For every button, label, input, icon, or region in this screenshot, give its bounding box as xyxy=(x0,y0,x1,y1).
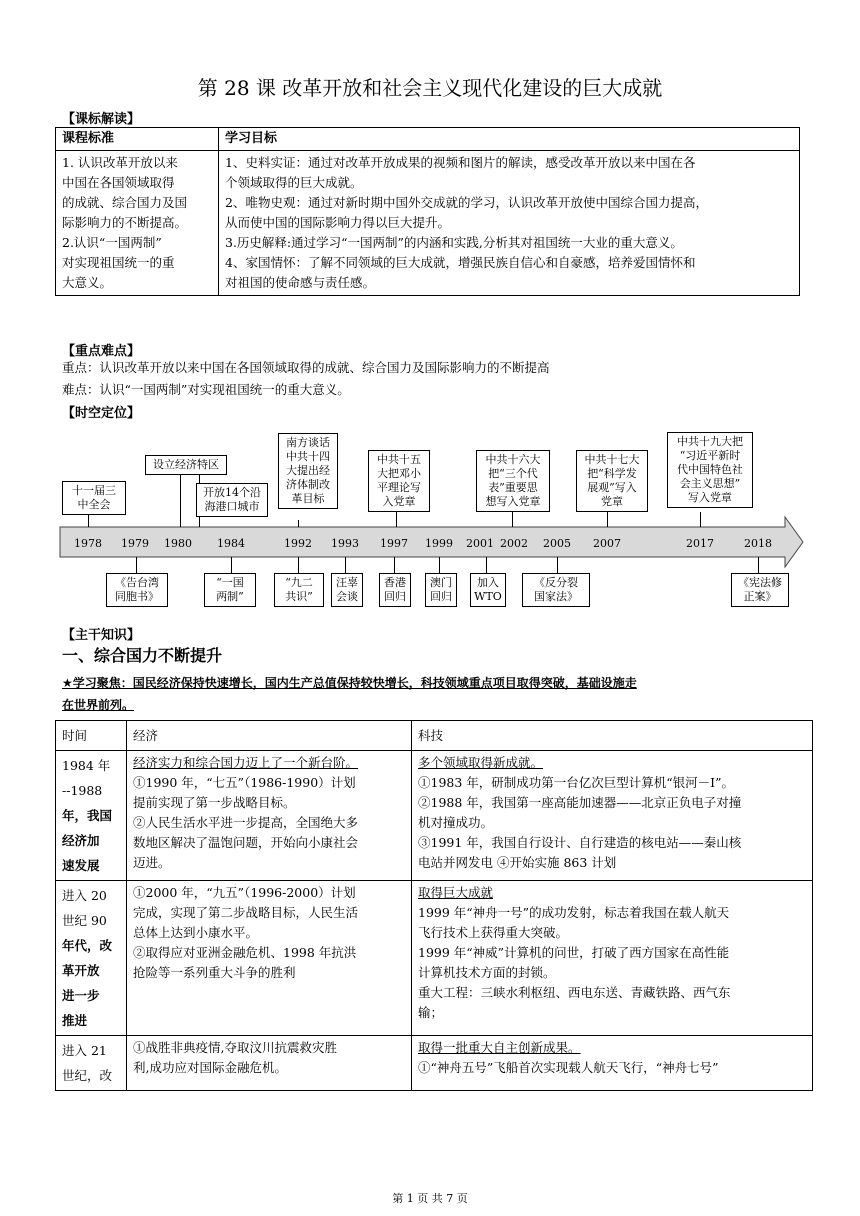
section-main: 【主干知识】 xyxy=(62,628,141,643)
tick xyxy=(231,557,232,573)
event-text: 南方谈话 xyxy=(286,436,330,449)
event-box xyxy=(425,573,457,607)
text-line: 取得巨大成就 xyxy=(418,885,494,900)
event-text: 会谈 xyxy=(336,590,358,603)
econ-cell xyxy=(127,881,412,1036)
text-line: 抢险等一系列重大斗争的胜利 xyxy=(133,965,296,980)
text-line: 对实现祖国统一的重 xyxy=(62,255,175,270)
event-text: 共识” xyxy=(285,590,313,603)
tick xyxy=(607,512,608,527)
text-line: 总体上达到小康水平。 xyxy=(133,925,259,940)
text-line: 1、史料实证：通过对改革开放成果的视频和图片的解读，感受改革开放以来中国在各 xyxy=(225,155,696,170)
year-label: 1978 xyxy=(74,537,102,550)
event-text: 十一届三 xyxy=(72,484,116,497)
text-line: --1988 xyxy=(62,783,103,798)
event-box xyxy=(331,573,363,607)
event-text: 开放14个沿 xyxy=(203,486,261,499)
year-label: 1993 xyxy=(331,537,359,550)
event-text: “习近平新时 xyxy=(679,449,741,462)
text-line: 4、家国情怀：了解不同领域的巨大成就，增强民族自信心和自豪感，培养爱国情怀和 xyxy=(225,255,696,270)
text-line: 际影响力的不断提高。 xyxy=(62,215,188,230)
header-standard: 课程标准 xyxy=(56,128,219,151)
standard-table xyxy=(55,127,800,296)
event-text: 济体制改 xyxy=(286,478,330,491)
event-text: 大提出经 xyxy=(286,464,330,477)
text-line: 1984 年 xyxy=(62,758,111,773)
event-text: 国家法》 xyxy=(534,590,578,603)
econ-cell xyxy=(127,1036,412,1091)
event-box xyxy=(196,483,268,517)
event-text: 正案》 xyxy=(743,590,777,603)
standard-cell xyxy=(56,151,219,296)
text-line: 个领域取得的巨大成就。 xyxy=(225,175,363,190)
event-text: 中全会 xyxy=(77,498,111,511)
event-box xyxy=(731,573,789,607)
tick xyxy=(557,557,558,573)
year-label: 2018 xyxy=(744,537,772,550)
tick xyxy=(298,557,299,573)
tick xyxy=(700,512,701,527)
event-text: 同胞书》 xyxy=(115,590,159,603)
event-box xyxy=(62,481,126,515)
year-label: 1980 xyxy=(164,537,192,550)
year-label: 2017 xyxy=(686,537,714,550)
text-line: 速发展 xyxy=(62,858,100,873)
tick xyxy=(394,557,395,573)
econ-cell xyxy=(127,751,412,881)
page-title: 第 28 课 改革开放和社会主义现代化建设的巨大成就 xyxy=(197,76,663,100)
event-box xyxy=(106,573,168,607)
event-text: 展观”写入 xyxy=(587,481,637,494)
th-tech: 科技 xyxy=(412,721,813,751)
event-text: 回归 xyxy=(384,590,406,603)
event-box xyxy=(667,432,753,508)
text-line: 2.认识“一国两制” xyxy=(62,235,162,250)
text-line: 多个领域取得新成就。 xyxy=(418,755,544,770)
text-line: 年，我国 xyxy=(62,808,113,823)
event-text: 加入 xyxy=(477,576,499,589)
event-text: WTO xyxy=(474,590,502,603)
text-line: 1999 年“神舟一号”的成功发射，标志着我国在载人航天 xyxy=(418,905,730,920)
year-label: 1979 xyxy=(121,537,149,550)
text-line: 数地区解决了温饱问题，开始向小康社会 xyxy=(133,835,359,850)
text-line: 迈进。 xyxy=(133,855,171,870)
text-line: 大意义。 xyxy=(62,275,113,290)
tick xyxy=(136,557,137,573)
event-text: 写入党章 xyxy=(688,491,732,504)
event-text: 回归 xyxy=(430,590,452,603)
event-text: 中共十四 xyxy=(286,450,330,463)
tech-cell xyxy=(412,881,813,1036)
text-line: 革开放 xyxy=(62,963,100,978)
event-text: “九二 xyxy=(285,576,313,589)
text-line: 1. 认识改革开放以来 xyxy=(62,155,178,170)
event-box xyxy=(368,450,430,512)
event-text: 党章 xyxy=(601,495,623,508)
text-line: 经济实力和综合国力迈上了一个新台阶。 xyxy=(133,755,359,770)
text-line: 世纪，改 xyxy=(62,1068,113,1083)
text-line: ②人民生活水平进一步提高，全国绝大多 xyxy=(133,815,359,830)
header-goal: 学习目标 xyxy=(219,128,800,151)
event-box xyxy=(522,573,590,607)
tick xyxy=(758,557,759,573)
event-text: 大把邓小 xyxy=(377,467,421,480)
time-cell xyxy=(56,1036,127,1091)
event-text: 两制” xyxy=(216,590,244,603)
event-text: 把“三个代 xyxy=(488,467,538,480)
year-label: 2002 xyxy=(500,537,528,550)
text-line: ①“神舟五号”飞船首次实现载人航天飞行，“神舟七号” xyxy=(418,1060,719,1075)
event-text: 《告台湾 xyxy=(115,576,159,589)
event-text: 海港口城市 xyxy=(204,500,260,513)
tick xyxy=(439,557,440,573)
event-box xyxy=(476,450,550,512)
text-line: 进一步 xyxy=(62,988,100,1003)
event-text: 中共十七大 xyxy=(584,453,640,466)
time-cell xyxy=(56,751,127,881)
text-line: 利,成功应对国际金融危机。 xyxy=(133,1060,287,1075)
text-line: 重大工程：三峡水利枢纽、西电东送、青藏铁路、西气东 xyxy=(418,985,731,1000)
text-line: ①1990 年，“七五”（1986-1990）计划 xyxy=(133,775,356,790)
text-line: 世纪 90 xyxy=(62,913,107,928)
difficult-point: 难点：认识“一国两制”对实现祖国统一的重大意义。 xyxy=(62,382,350,397)
event-text: 表”重要思 xyxy=(488,481,538,494)
event-text: 代中国特色社 xyxy=(677,463,743,476)
text-line: 对祖国的使命感与责任感。 xyxy=(225,275,376,290)
event-box xyxy=(204,573,256,607)
text-line: 3.历史解释:通过学习“一国两制”的内涵和实践,分析其对祖国统一大业的重大意义。 xyxy=(225,235,683,250)
event-text: 入党章 xyxy=(382,495,416,508)
text-line: 1999 年“神威”计算机的问世，打破了西方国家在高性能 xyxy=(418,945,730,960)
key-point: 重点：认识改革开放以来中国在各国领域取得的成就、综合国力及国际影响力的不断提高 xyxy=(62,360,550,375)
text-line: 推进 xyxy=(62,1013,88,1028)
event-box xyxy=(145,455,227,475)
tick xyxy=(88,514,89,527)
text-line: 中国在各国领域取得 xyxy=(62,175,175,190)
section-standard: 【课标解读】 xyxy=(62,112,141,127)
event-text: “一国 xyxy=(216,576,244,589)
text-line: 的成就、综合国力及国 xyxy=(62,195,188,210)
text-line: ②取得应对亚洲金融危机、1998 年抗洪 xyxy=(133,945,357,960)
event-box xyxy=(278,433,338,509)
table-row xyxy=(56,881,813,1036)
goal-cell xyxy=(219,151,800,296)
text-line: 经济加 xyxy=(62,833,100,848)
achievement-table xyxy=(55,720,813,1091)
event-text: 会主义思想” xyxy=(679,477,741,490)
section-key: 【重点难点】 xyxy=(62,344,141,359)
main-heading: 一、综合国力不断提升 xyxy=(62,646,223,665)
text-line: 从而使中国的国际影响力得以巨大提升。 xyxy=(225,215,451,230)
text-line: ③1991 年，我国自行设计、自行建造的核电站——秦山核 xyxy=(418,835,742,850)
event-text: 香港 xyxy=(384,576,406,589)
text-line: ①2000 年，“九五”（1996-2000）计划 xyxy=(133,885,356,900)
text-line: ①1983 年，研制成功第一台亿次巨型计算机“银河－Ⅰ”。 xyxy=(418,775,735,790)
year-label: 1997 xyxy=(380,537,408,550)
text-line: 进入 20 xyxy=(62,888,107,903)
text-line: 机对撞成功。 xyxy=(418,815,494,830)
year-label: 2005 xyxy=(543,537,571,550)
tick xyxy=(512,512,513,527)
tech-cell xyxy=(412,1036,813,1091)
text-line: 完成，实现了第二步战略目标，人民生活 xyxy=(133,905,359,920)
tick xyxy=(396,512,397,527)
table-row xyxy=(56,1036,813,1091)
event-text: 平理论写 xyxy=(377,481,421,494)
text-line: 2、唯物史观：通过对新时期中国外交成就的学习，认识改革开放使中国综合国力提高， xyxy=(225,195,708,210)
event-box xyxy=(470,573,506,607)
tick xyxy=(486,557,487,573)
year-label: 1992 xyxy=(284,537,312,550)
th-econ: 经济 xyxy=(127,721,412,751)
text-line: ②1988 年，我国第一座高能加速器——北京正负电子对撞 xyxy=(418,795,742,810)
text-line: 进入 21 xyxy=(62,1043,107,1058)
event-text: 中共十六大 xyxy=(485,453,541,466)
event-text: 革目标 xyxy=(291,492,325,505)
event-text: 汪辜 xyxy=(336,576,358,589)
event-box xyxy=(576,450,648,512)
text-line: 计算机技术方面的封锁。 xyxy=(418,965,556,980)
event-text: 设立经济特区 xyxy=(153,458,219,471)
text-line: ①战胜非典疫情,夺取汶川抗震救灾胜 xyxy=(133,1040,337,1055)
event-text: 中共十九大把 xyxy=(677,435,743,448)
event-text: 《反分裂 xyxy=(534,576,578,589)
year-label: 1984 xyxy=(217,537,245,550)
event-text: 澳门 xyxy=(430,576,452,589)
tick xyxy=(298,520,299,527)
table-row xyxy=(56,751,813,881)
year-label: 2001 xyxy=(466,537,494,550)
text-line: 输； xyxy=(418,1005,444,1020)
th-time: 时间 xyxy=(56,721,127,751)
event-text: 把“科学发 xyxy=(587,467,637,480)
event-text: 中共十五 xyxy=(377,453,421,466)
text-line: 电站并网发电 ④开始实施 863 计划 xyxy=(418,855,617,870)
section-timeline: 【时空定位】 xyxy=(62,406,141,421)
event-box xyxy=(379,573,411,607)
text-line: 取得一批重大自主创新成果。 xyxy=(418,1040,581,1055)
focus-line: 在世界前列。 xyxy=(62,698,135,712)
year-label: 2007 xyxy=(593,537,621,550)
event-text: 《宪法修 xyxy=(738,576,782,589)
text-line: 年代，改 xyxy=(62,938,113,953)
tech-cell xyxy=(412,751,813,881)
focus-line: ★学习聚焦：国民经济保持快速增长，国内生产总值保持较快增长，科技领域重点项目取得突破，基础设施走 xyxy=(62,676,637,690)
page-footer: 第 1 页 共 7 页 xyxy=(392,1192,468,1205)
text-line: 飞行技术上获得重大突破。 xyxy=(418,925,569,940)
event-box xyxy=(274,573,324,607)
text-line: 提前实现了第一步战略目标。 xyxy=(133,795,296,810)
time-cell xyxy=(56,881,127,1036)
tick xyxy=(180,474,181,527)
event-text: 想写入党章 xyxy=(485,495,541,508)
year-label: 1999 xyxy=(425,537,453,550)
tick xyxy=(345,557,346,573)
